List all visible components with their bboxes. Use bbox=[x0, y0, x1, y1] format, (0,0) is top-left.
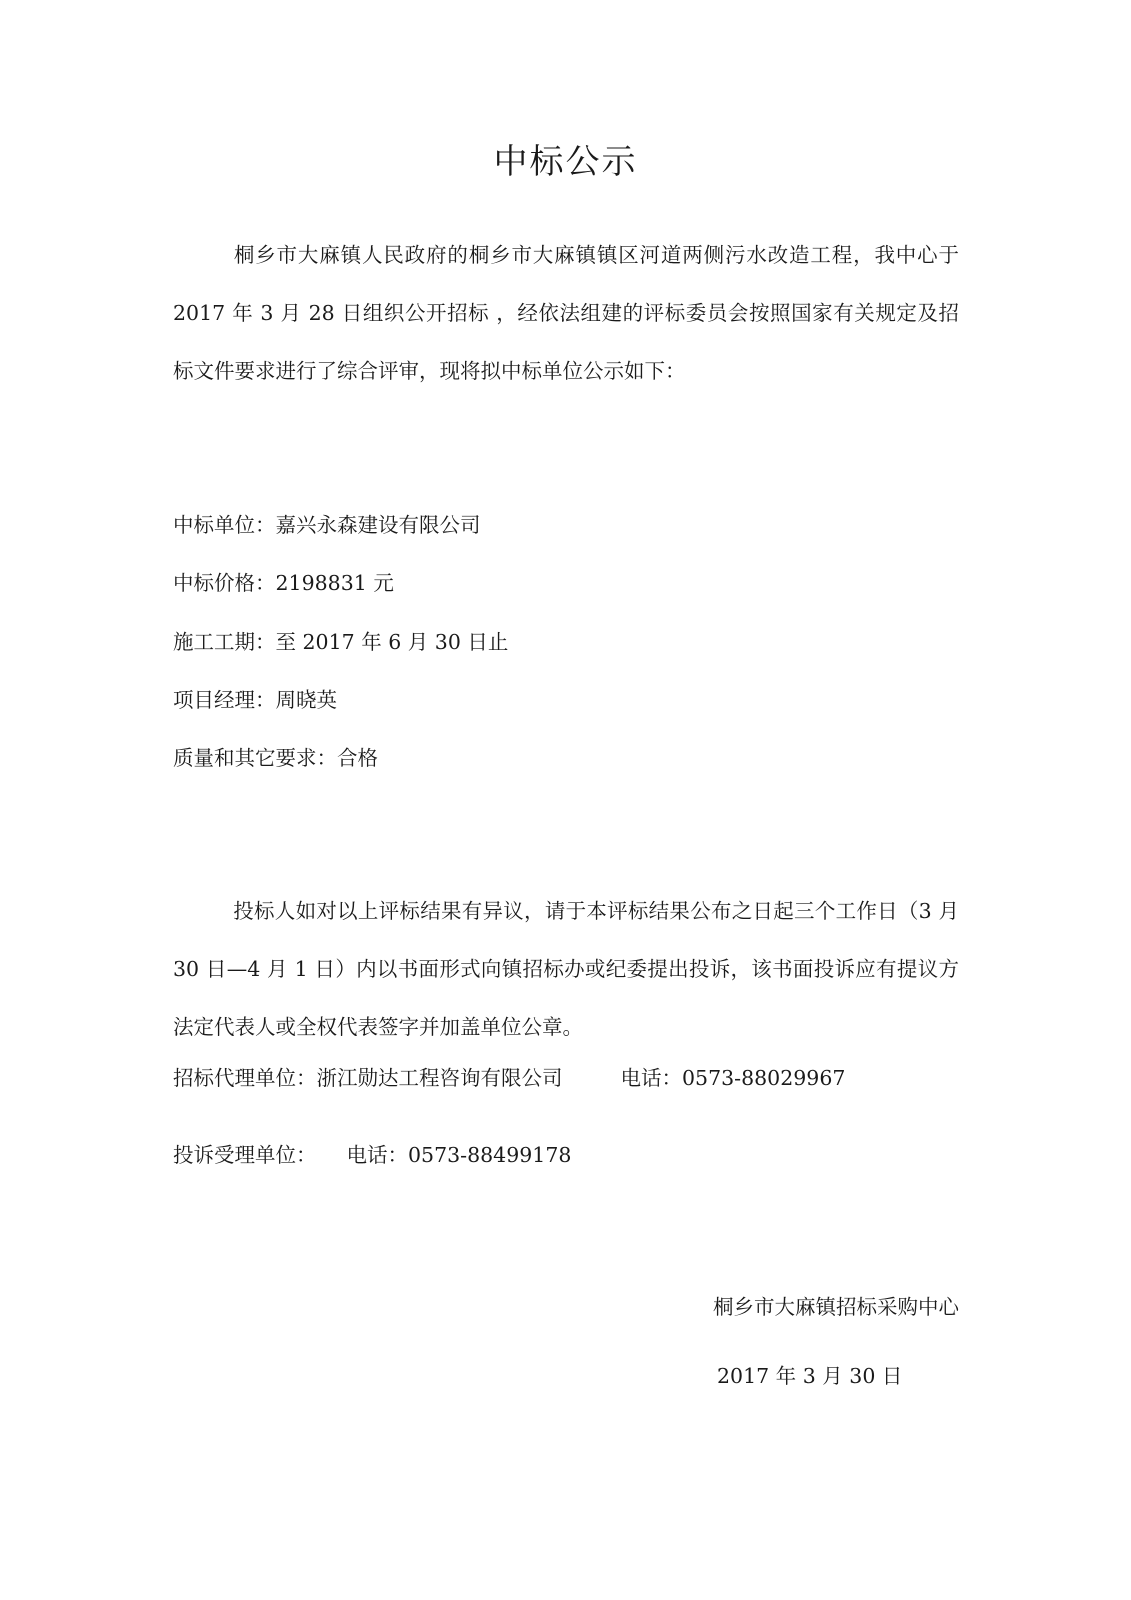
signature-date: 2017 年 3 月 30 日 bbox=[717, 1364, 903, 1388]
winner-line: 中标单位：嘉兴永森建设有限公司 bbox=[173, 513, 481, 537]
price-line: 中标价格：2198831 元 bbox=[173, 571, 394, 595]
notice-text: 投标人如对以上评标结果有异议，请于本评标结果公布之日起三个工作日（3 月 30 日—4 月 1 日）内以书面形式向镇招标办或纪委提出投诉，该书面投诉应有提议方法定代表人或全权代表签字并加盖单位公章。 bbox=[173, 899, 959, 1039]
intro-paragraph bbox=[173, 226, 959, 400]
agent-phone: 电话：0573-88029967 bbox=[620, 1066, 846, 1090]
complaint-line bbox=[173, 1140, 571, 1170]
quality-line: 质量和其它要求：合格 bbox=[173, 746, 378, 770]
signature-org: 桐乡市大麻镇招标采购中心 bbox=[713, 1295, 959, 1319]
intro-text: 桐乡市大麻镇人民政府的桐乡市大麻镇镇区河道两侧污水改造工程，我中心于 2017 年 3 月 28 日组织公开招标 ，经依法组建的评标委员会按照国家有关规定及招标文件要求进行了综合评审，现将拟中标单位公示如下： bbox=[173, 243, 959, 383]
agent-label: 招标代理单位：浙江勋达工程咨询有限公司 bbox=[173, 1066, 563, 1090]
complaint-label: 投诉受理单位： bbox=[173, 1143, 317, 1167]
period-line: 施工工期：至 2017 年 6 月 30 日止 bbox=[173, 630, 509, 654]
agent-line bbox=[173, 1063, 845, 1093]
manager-line: 项目经理：周晓英 bbox=[173, 688, 337, 712]
document-title: 中标公示 bbox=[493, 142, 638, 182]
notice-paragraph bbox=[173, 882, 959, 1056]
complaint-phone: 电话：0573-88499178 bbox=[346, 1143, 572, 1167]
